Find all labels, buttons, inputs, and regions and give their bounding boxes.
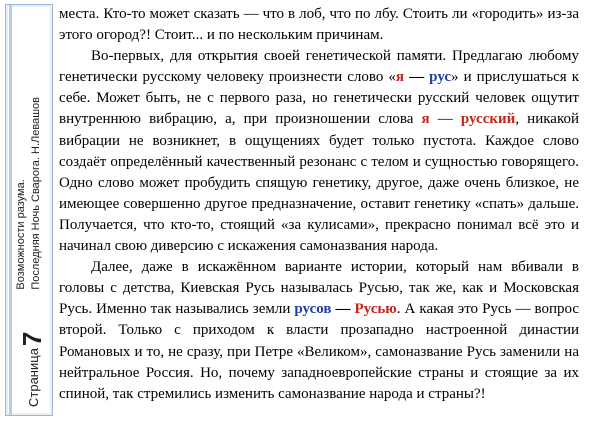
paragraph-text: Далее, даже в искажённом варианте истории, который нам вбивали в головы с детства, Киевская Русь называлась Русью, так же, как и Московская Русь. Именно так назывались земли [59, 259, 579, 318]
highlight-word: Русью [354, 301, 397, 318]
page-indicator [16, 331, 47, 407]
paragraph-2 [59, 46, 579, 257]
paragraph-text: места. Кто-то может сказать — что в лоб, что по лбу. Стоить ли «городить» из-за этого огород?! Стоит... и по нескольким причинам. [59, 6, 579, 44]
paragraph-text: , никакой вибрации не возникнет, в ощущениях будет только пустота. Каждое слово создаёт определённый качественный резонанс с телом и сущностью говорящего. Одно слово может пробудить спящую генетику, другое, даже очень близкое, не имеющее совершенно другое предназначение, оставит генетику «спать» дальше. Получается, что кто-то, стоящий «за кулисами», прекрасно понимал всё это и начинал свою диверсию с искажения самоназвания народа. [59, 111, 580, 255]
highlight-word: русский [460, 111, 516, 128]
page-number: 7 [17, 331, 47, 347]
paragraph-3 [59, 257, 579, 405]
highlight-word: я [395, 69, 405, 86]
paragraph-text: . А какая это Русь — вопрос второй. Только с приходом к власти прозападно настроенной династии Романовых и то, не сразу, при Петре «Великом», самоназвание Русь заменили на нейтральное Россия. Но, почему западноевропейские страны и стоящие за их спиной, так стремились изменить самоназвание народа и страны?! [59, 301, 580, 402]
page-sidebar [5, 4, 53, 416]
highlight-word: я [421, 111, 430, 128]
book-info [14, 97, 44, 290]
book-subtitle: Последняя Ночь Сварога. Н.Левашов [30, 97, 42, 290]
highlight-word: русов [294, 301, 332, 318]
paragraph-text: — [429, 111, 461, 128]
paragraph-text: » и прислушаться к себе. Может быть, не с первого раза, но генетически русский человек ощутит внутреннюю вибрацию, а, при произношении слова [59, 69, 579, 128]
highlight-dash: — [404, 69, 430, 86]
highlight-word: рус [429, 69, 452, 86]
highlight-dash: — [331, 301, 355, 318]
paragraph-1 [59, 4, 579, 46]
book-title: Возможности разума. [15, 179, 27, 290]
document-body [59, 4, 579, 405]
page-label: Страница [26, 348, 41, 407]
paragraph-text: Во-первых, для открытия своей генетической памяти. Предлагаю любому генетически русскому человеку произнести слово « [59, 48, 579, 86]
sidebar-rotated-content [6, 5, 52, 415]
